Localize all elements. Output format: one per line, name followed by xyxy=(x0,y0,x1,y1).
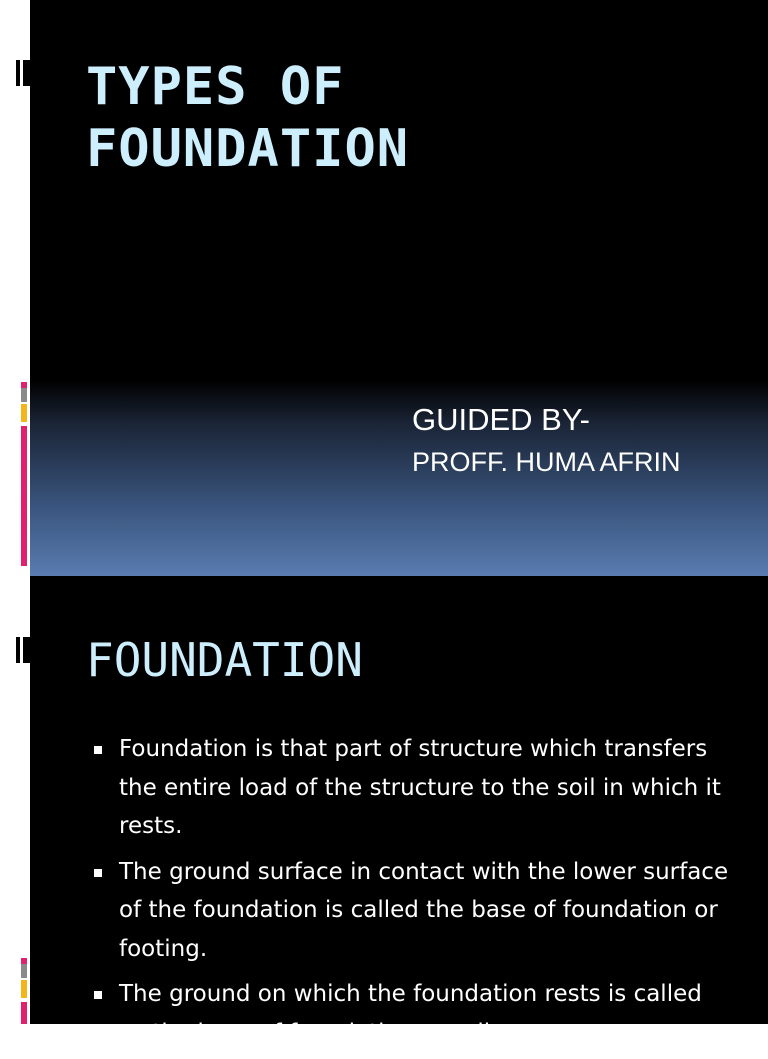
title-line-2: FOUNDATION xyxy=(86,119,410,179)
slide-title xyxy=(86,56,409,180)
list-item xyxy=(92,730,732,846)
bullet-text: The ground surface in contact with the lower surface of the foundation is called the base of foundation or footing. xyxy=(119,858,729,962)
accent-bar xyxy=(21,382,27,566)
bullet-text: The ground on which the foundation rests is called as the base of foundation or soil. xyxy=(119,981,702,1046)
guide-name: PROFF. HUMA AFRIN xyxy=(412,447,681,477)
bracket-decoration xyxy=(16,60,30,86)
accent-bar xyxy=(21,958,27,1024)
list-item xyxy=(92,853,732,969)
title-line-1: TYPES OF xyxy=(86,57,345,117)
slide-foundation xyxy=(0,576,768,1046)
slide-heading: FOUNDATION xyxy=(86,633,363,687)
bullet-text: Foundation is that part of structure which transfers the entire load of the structure to the soil in which it rests. xyxy=(119,736,721,839)
square-bullet-icon xyxy=(94,746,102,754)
bracket-decoration xyxy=(16,637,30,663)
guide-block xyxy=(412,400,681,484)
square-bullet-icon xyxy=(94,991,102,999)
guided-by-label: GUIDED BY- xyxy=(412,402,591,437)
list-item xyxy=(92,975,732,1052)
bullet-list xyxy=(92,730,732,1059)
square-bullet-icon xyxy=(94,869,102,877)
